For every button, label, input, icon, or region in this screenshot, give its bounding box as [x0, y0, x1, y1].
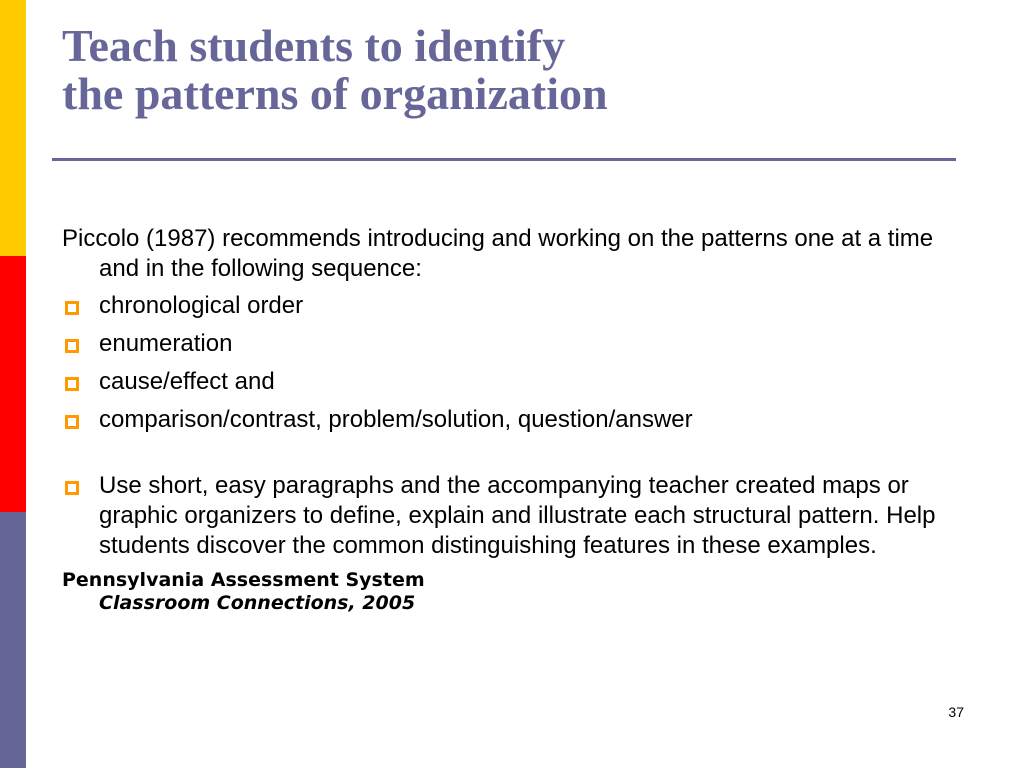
bullet-text: chronological order — [99, 292, 304, 319]
list-item — [62, 291, 972, 321]
hollow-square-bullet-icon — [65, 301, 79, 315]
list-item — [62, 329, 972, 359]
hollow-square-bullet-icon — [65, 339, 79, 353]
bullet-list — [62, 291, 972, 561]
intro-paragraph: Piccolo (1987) recommends introducing and working on the patterns one at a time and in the following sequence: — [62, 225, 934, 282]
citation — [62, 569, 972, 615]
bullet-text: Use short, easy paragraphs and the accompanying teacher created maps or graphic organizers to define, explain and illustrate each structural pattern. Help students discover the common distinguishing features in these examples. — [99, 472, 936, 559]
list-item — [62, 367, 972, 397]
decorative-bar-red — [0, 256, 26, 512]
decorative-bar-purple — [0, 512, 26, 768]
title-line-2: the patterns of organization — [62, 68, 608, 119]
hollow-square-bullet-icon — [65, 377, 79, 391]
title-line-1: Teach students to identify — [62, 20, 566, 71]
list-item — [62, 405, 972, 435]
citation-source: Pennsylvania Assessment System — [62, 569, 425, 591]
slide-title — [62, 22, 962, 118]
title-divider — [52, 158, 956, 161]
bullet-text: comparison/contrast, problem/solution, question/answer — [99, 406, 693, 433]
hollow-square-bullet-icon — [65, 481, 79, 495]
hollow-square-bullet-icon — [65, 415, 79, 429]
slide-number: 37 — [948, 704, 964, 720]
bullet-text: cause/effect and — [99, 368, 275, 395]
decorative-bar-yellow — [0, 0, 26, 256]
list-item — [62, 471, 972, 561]
bullet-text: enumeration — [99, 330, 233, 357]
citation-publication: Classroom Connections, 2005 — [99, 592, 416, 614]
slide-body — [62, 224, 972, 615]
